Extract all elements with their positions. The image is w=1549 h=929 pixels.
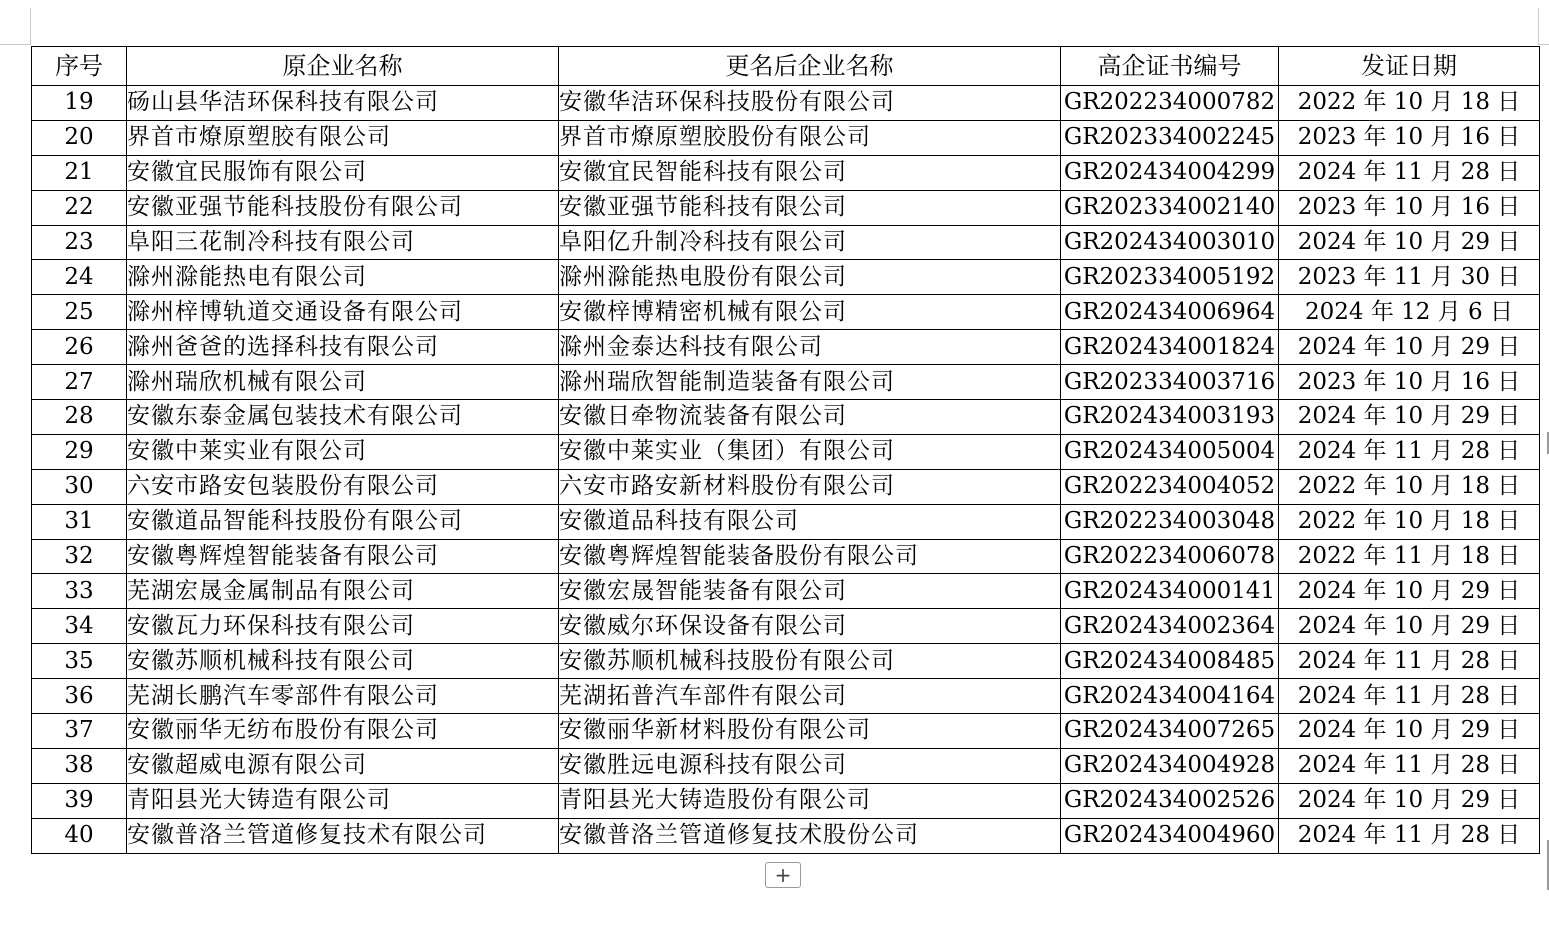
cell-issue-date: 2023 年 10 月 16 日	[1279, 365, 1540, 400]
cell-new-name: 安徽亚强节能科技有限公司	[559, 190, 1061, 225]
table-row	[32, 574, 1540, 609]
add-row-button[interactable]	[765, 862, 801, 888]
plus-icon: +	[774, 863, 792, 887]
table-row	[32, 330, 1540, 365]
cell-new-name: 滁州滁能热电股份有限公司	[559, 260, 1061, 295]
cell-certificate-no: GR202234003048	[1061, 504, 1279, 539]
cell-original-name: 滁州爸爸的选择科技有限公司	[127, 330, 559, 365]
cell-issue-date: 2024 年 11 月 28 日	[1279, 155, 1540, 190]
cell-serial-no: 39	[32, 783, 127, 818]
cell-serial-no: 40	[32, 818, 127, 853]
cell-original-name: 滁州滁能热电有限公司	[127, 260, 559, 295]
cell-serial-no: 31	[32, 504, 127, 539]
cell-new-name: 芜湖拓普汽车部件有限公司	[559, 679, 1061, 714]
table-row	[32, 365, 1540, 400]
cell-serial-no: 19	[32, 86, 127, 121]
cell-original-name: 砀山县华洁环保科技有限公司	[127, 86, 559, 121]
table-row	[32, 400, 1540, 435]
cell-serial-no: 34	[32, 609, 127, 644]
table-row	[32, 504, 1540, 539]
cell-issue-date: 2024 年 12 月 6 日	[1279, 295, 1540, 330]
table-row	[32, 190, 1540, 225]
cell-issue-date: 2023 年 10 月 16 日	[1279, 190, 1540, 225]
cell-issue-date: 2024 年 10 月 29 日	[1279, 574, 1540, 609]
cell-new-name: 滁州金泰达科技有限公司	[559, 330, 1061, 365]
cell-issue-date: 2022 年 10 月 18 日	[1279, 86, 1540, 121]
cell-serial-no: 35	[32, 644, 127, 679]
cell-new-name: 安徽宜民智能科技有限公司	[559, 155, 1061, 190]
cell-issue-date: 2024 年 11 月 28 日	[1279, 679, 1540, 714]
cell-serial-no: 37	[32, 714, 127, 749]
cell-issue-date: 2022 年 11 月 18 日	[1279, 539, 1540, 574]
crop-mark	[0, 44, 30, 45]
crop-mark	[1538, 8, 1539, 45]
table-row	[32, 434, 1540, 469]
cell-certificate-no: GR202334005192	[1061, 260, 1279, 295]
cell-certificate-no: GR202434008485	[1061, 644, 1279, 679]
cell-original-name: 安徽瓦力环保科技有限公司	[127, 609, 559, 644]
cell-serial-no: 30	[32, 469, 127, 504]
cell-certificate-no: GR202434007265	[1061, 714, 1279, 749]
table-row	[32, 86, 1540, 121]
cell-certificate-no: GR202334002245	[1061, 120, 1279, 155]
cell-new-name: 六安市路安新材料股份有限公司	[559, 469, 1061, 504]
crop-mark	[30, 8, 31, 45]
cell-new-name: 安徽梓博精密机械有限公司	[559, 295, 1061, 330]
cell-original-name: 六安市路安包装股份有限公司	[127, 469, 559, 504]
cell-new-name: 界首市燎原塑胶股份有限公司	[559, 120, 1061, 155]
cell-certificate-no: GR202434003010	[1061, 225, 1279, 260]
table-row	[32, 539, 1540, 574]
cell-serial-no: 33	[32, 574, 127, 609]
cell-original-name: 安徽亚强节能科技股份有限公司	[127, 190, 559, 225]
cell-issue-date: 2022 年 10 月 18 日	[1279, 504, 1540, 539]
table-row	[32, 818, 1540, 853]
cell-certificate-no: GR202434002526	[1061, 783, 1279, 818]
cell-issue-date: 2024 年 10 月 29 日	[1279, 714, 1540, 749]
cell-new-name: 阜阳亿升制冷科技有限公司	[559, 225, 1061, 260]
table-row	[32, 120, 1540, 155]
header-certificate-no: 高企证书编号	[1061, 47, 1279, 86]
cell-new-name: 安徽丽华新材料股份有限公司	[559, 714, 1061, 749]
cell-serial-no: 29	[32, 434, 127, 469]
table-row	[32, 260, 1540, 295]
cell-original-name: 安徽东泰金属包装技术有限公司	[127, 400, 559, 435]
cell-serial-no: 28	[32, 400, 127, 435]
cell-original-name: 安徽道品智能科技股份有限公司	[127, 504, 559, 539]
cell-serial-no: 20	[32, 120, 127, 155]
cell-certificate-no: GR202434004960	[1061, 818, 1279, 853]
cell-original-name: 界首市燎原塑胶有限公司	[127, 120, 559, 155]
cell-new-name: 安徽日牵物流装备有限公司	[559, 400, 1061, 435]
cell-original-name: 安徽苏顺机械科技有限公司	[127, 644, 559, 679]
table-row	[32, 609, 1540, 644]
cell-original-name: 安徽宜民服饰有限公司	[127, 155, 559, 190]
cell-certificate-no: GR202234006078	[1061, 539, 1279, 574]
cell-original-name: 芜湖宏晟金属制品有限公司	[127, 574, 559, 609]
header-new-name: 更名后企业名称	[559, 47, 1061, 86]
cell-certificate-no: GR202334002140	[1061, 190, 1279, 225]
cell-certificate-no: GR202334003716	[1061, 365, 1279, 400]
cell-original-name: 阜阳三花制冷科技有限公司	[127, 225, 559, 260]
cell-certificate-no: GR202434001824	[1061, 330, 1279, 365]
cell-original-name: 安徽普洛兰管道修复技术有限公司	[127, 818, 559, 853]
cell-new-name: 安徽中莱实业（集团）有限公司	[559, 434, 1061, 469]
cell-issue-date: 2024 年 10 月 29 日	[1279, 330, 1540, 365]
cell-issue-date: 2024 年 10 月 29 日	[1279, 783, 1540, 818]
cell-issue-date: 2024 年 11 月 28 日	[1279, 434, 1540, 469]
table-row	[32, 225, 1540, 260]
cell-new-name: 安徽道品科技有限公司	[559, 504, 1061, 539]
cell-certificate-no: GR202234004052	[1061, 469, 1279, 504]
table-row	[32, 714, 1540, 749]
cell-serial-no: 32	[32, 539, 127, 574]
header-serial-no: 序号	[32, 47, 127, 86]
table-header-row	[32, 47, 1540, 86]
header-original-name: 原企业名称	[127, 47, 559, 86]
cell-new-name: 安徽粤辉煌智能装备股份有限公司	[559, 539, 1061, 574]
cell-issue-date: 2024 年 10 月 29 日	[1279, 225, 1540, 260]
cell-issue-date: 2023 年 10 月 16 日	[1279, 120, 1540, 155]
cell-serial-no: 38	[32, 748, 127, 783]
cell-issue-date: 2024 年 11 月 28 日	[1279, 644, 1540, 679]
crop-mark	[1539, 44, 1549, 45]
cell-original-name: 安徽丽华无纺布股份有限公司	[127, 714, 559, 749]
cell-original-name: 滁州梓博轨道交通设备有限公司	[127, 295, 559, 330]
table-row	[32, 155, 1540, 190]
cell-certificate-no: GR202434003193	[1061, 400, 1279, 435]
header-issue-date: 发证日期	[1279, 47, 1540, 86]
cell-new-name: 安徽苏顺机械科技股份有限公司	[559, 644, 1061, 679]
cell-certificate-no: GR202434005004	[1061, 434, 1279, 469]
cell-original-name: 芜湖长鹏汽车零部件有限公司	[127, 679, 559, 714]
cell-new-name: 安徽威尔环保设备有限公司	[559, 609, 1061, 644]
cell-serial-no: 25	[32, 295, 127, 330]
cell-certificate-no: GR202434006964	[1061, 295, 1279, 330]
cell-serial-no: 26	[32, 330, 127, 365]
cell-new-name: 安徽胜远电源科技有限公司	[559, 748, 1061, 783]
cell-certificate-no: GR202434000141	[1061, 574, 1279, 609]
table-row	[32, 679, 1540, 714]
cell-certificate-no: GR202434004928	[1061, 748, 1279, 783]
cell-original-name: 安徽粤辉煌智能装备有限公司	[127, 539, 559, 574]
table-row	[32, 644, 1540, 679]
cell-certificate-no: GR202434004299	[1061, 155, 1279, 190]
cell-issue-date: 2024 年 11 月 28 日	[1279, 748, 1540, 783]
cell-certificate-no: GR202234000782	[1061, 86, 1279, 121]
cell-issue-date: 2024 年 10 月 29 日	[1279, 400, 1540, 435]
cell-issue-date: 2022 年 10 月 18 日	[1279, 469, 1540, 504]
cell-original-name: 滁州瑞欣机械有限公司	[127, 365, 559, 400]
cell-new-name: 滁州瑞欣智能制造装备有限公司	[559, 365, 1061, 400]
company-rename-table	[31, 46, 1540, 854]
cell-serial-no: 36	[32, 679, 127, 714]
cell-original-name: 安徽中莱实业有限公司	[127, 434, 559, 469]
cell-new-name: 安徽华洁环保科技股份有限公司	[559, 86, 1061, 121]
cell-original-name: 青阳县光大铸造有限公司	[127, 783, 559, 818]
cell-new-name: 安徽宏晟智能装备有限公司	[559, 574, 1061, 609]
cell-serial-no: 23	[32, 225, 127, 260]
cell-original-name: 安徽超威电源有限公司	[127, 748, 559, 783]
table-row	[32, 783, 1540, 818]
table-row	[32, 748, 1540, 783]
cell-new-name: 青阳县光大铸造股份有限公司	[559, 783, 1061, 818]
table-row	[32, 295, 1540, 330]
cell-serial-no: 21	[32, 155, 127, 190]
cell-new-name: 安徽普洛兰管道修复技术股份公司	[559, 818, 1061, 853]
cell-certificate-no: GR202434002364	[1061, 609, 1279, 644]
cell-issue-date: 2023 年 11 月 30 日	[1279, 260, 1540, 295]
cell-issue-date: 2024 年 10 月 29 日	[1279, 609, 1540, 644]
cell-serial-no: 24	[32, 260, 127, 295]
cell-issue-date: 2024 年 11 月 28 日	[1279, 818, 1540, 853]
cell-serial-no: 22	[32, 190, 127, 225]
cell-serial-no: 27	[32, 365, 127, 400]
cell-certificate-no: GR202434004164	[1061, 679, 1279, 714]
table-row	[32, 469, 1540, 504]
